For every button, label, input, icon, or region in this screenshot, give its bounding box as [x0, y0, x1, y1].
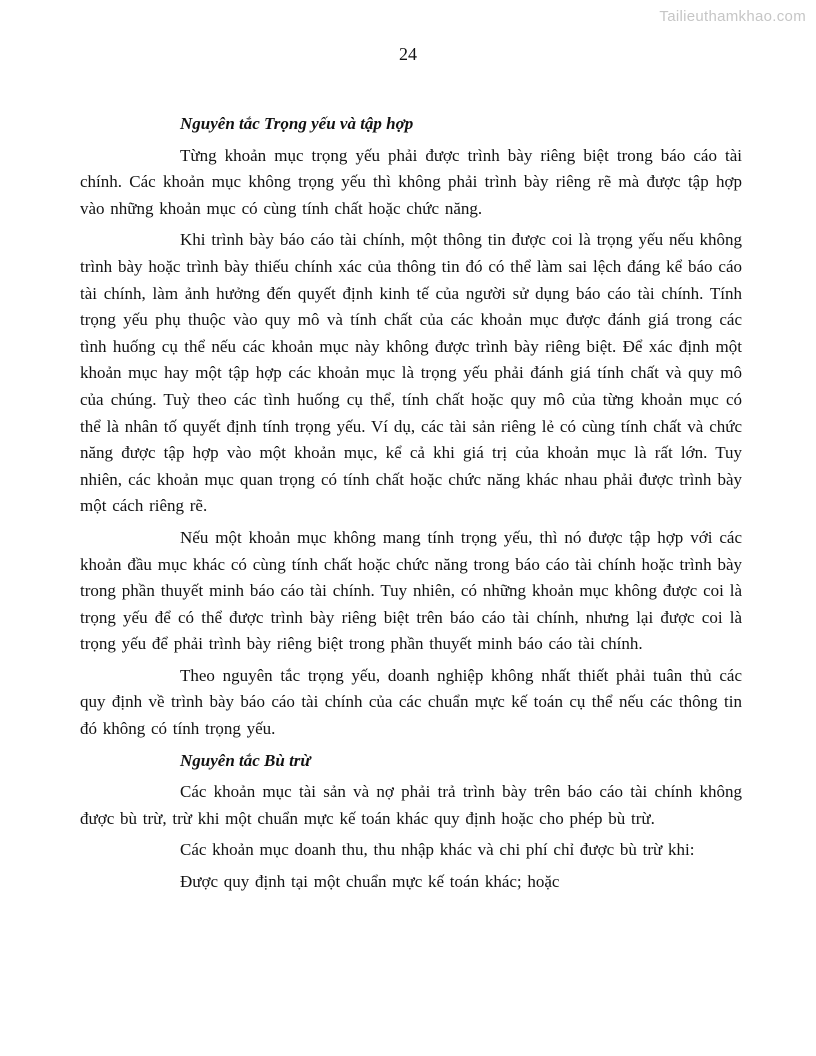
body-paragraph: Các khoản mục doanh thu, thu nhập khác và chi phí chỉ được bù trừ khi: [180, 840, 695, 860]
body-paragraph: Từng khoản mục trọng yếu phải được trình bày riêng biệt trong báo cáo tài chính. Các khoản mục không trọng yếu thì không phải trình bày riêng rẽ mà được tập hợp vào những khoản mục có cùng tính chất hoặc chức năng. [80, 145, 742, 218]
body-paragraph: Khi trình bày báo cáo tài chính, một thông tin được coi là trọng yếu nếu không trình bày hoặc trình bày thiếu chính xác của thông tin đó có thể làm sai lệch đáng kể báo cáo tài chính, làm ảnh hưởng đến quyết định kinh tế của người sử dụng báo cáo tài chính. Tính trọng yếu phụ thuộc vào quy mô và tính chất của các khoản mục được đánh giá trong các tình huống cụ thể nếu các khoản mục này không được trình bày riêng biệt. Để xác định một khoản mục hay một tập hợp các khoản mục là trọng yếu phải đánh giá tính chất và quy mô của chúng. Tuỳ theo các tình huống cụ thể, tính chất hoặc quy mô của từng khoản mục có thể là nhân tố quyết định tính trọng yếu. Ví dụ, các tài sản riêng lẻ có cùng tính chất và chức năng được tập hợp vào một khoản mục, kể cả khi giá trị của khoản mục là rất lớn. Tuy nhiên, các khoản mục quan trọng có tính chất hoặc chức năng khác nhau phải được trình bày một cách riêng rẽ. [80, 230, 742, 516]
watermark: Tailieuthamkhao.com [659, 8, 806, 25]
body-paragraph: Các khoản mục tài sản và nợ phải trả trình bày trên báo cáo tài chính không được bù trừ, trừ khi một chuẩn mực kế toán khác quy định hoặc cho phép bù trừ. [80, 782, 742, 828]
section-heading-offsetting: Nguyên tắc Bù trừ [180, 750, 311, 770]
page-number: 24 [399, 44, 417, 64]
body-paragraph: Theo nguyên tắc trọng yếu, doanh nghiệp không nhất thiết phải tuân thủ các quy định về trình bày báo cáo tài chính của các chuẩn mực kế toán cụ thể nếu các thông tin đó không có tính trọng yếu. [80, 665, 742, 739]
document-body [80, 108, 742, 901]
section-heading-materiality: Nguyên tắc Trọng yếu và tập hợp [180, 114, 414, 133]
body-paragraph: Được quy định tại một chuẩn mực kế toán khác; hoặc [180, 872, 560, 892]
body-paragraph: Nếu một khoản mục không mang tính trọng yếu, thì nó được tập hợp với các khoản đầu mục khác có cùng tính chất hoặc chức năng trong báo cáo tài chính hoặc trình bày trong phần thuyết minh báo cáo tài chính. Tuy nhiên, có những khoản mục không được coi là trọng yếu để có thể được trình bày riêng biệt trên báo cáo tài chính, nhưng lại được coi là trọng yếu để phải trình bày riêng biệt trong phần thuyết minh báo cáo tài chính. [80, 527, 742, 654]
